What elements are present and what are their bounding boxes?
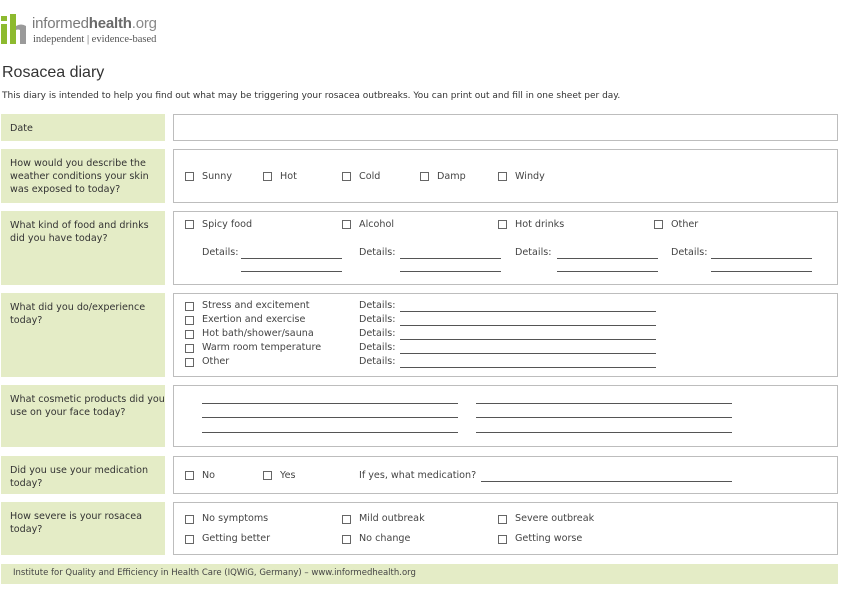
food-details-label: Details: — [515, 247, 552, 258]
food-details-line[interactable] — [241, 271, 342, 272]
footer-bar — [1, 564, 838, 584]
food-details-line[interactable] — [557, 271, 658, 272]
medication-option-label: No — [202, 470, 216, 481]
food-details-label: Details: — [359, 247, 396, 258]
activity-details-line[interactable] — [400, 367, 656, 368]
weather-damp-checkbox[interactable] — [420, 172, 429, 181]
activity-details-line[interactable] — [400, 311, 656, 312]
activity-details-line[interactable] — [400, 353, 656, 354]
food-answer-box — [173, 211, 838, 285]
weather-answer-box — [173, 149, 838, 203]
medication-answer-box — [173, 456, 838, 494]
activity-hot-bath-checkbox[interactable] — [185, 330, 194, 339]
logo-brand-bold: health — [88, 15, 132, 32]
activity-option-label: Warm room temperature — [202, 342, 322, 353]
activity-warm-room-checkbox[interactable] — [185, 344, 194, 353]
severity-no-symptoms-checkbox[interactable] — [185, 515, 194, 524]
weather-option-label: Damp — [437, 171, 466, 182]
severity-getting-worse-checkbox[interactable] — [498, 535, 507, 544]
weather-option-label: Sunny — [202, 171, 233, 182]
severity-option-label: Mild outbreak — [359, 513, 425, 524]
severity-answer-box — [173, 502, 838, 555]
severity-severe-checkbox[interactable] — [498, 515, 507, 524]
activity-details-label: Details: — [359, 300, 396, 311]
weather-option-label: Cold — [359, 171, 381, 182]
weather-option-label: Hot — [280, 171, 297, 182]
activity-option-label: Hot bath/shower/sauna — [202, 328, 314, 339]
cosmetics-entry-line[interactable] — [202, 417, 458, 418]
food-alcohol-checkbox[interactable] — [342, 220, 351, 229]
page-intro: This diary is intended to help you find out what may be triggering your rosacea outbreaks. You can print out and fill in one sheet per day. — [2, 91, 621, 101]
activity-option-label: Other — [202, 356, 230, 367]
activity-question: What did you do/experience today? — [1, 293, 165, 377]
activity-answer-box — [173, 293, 838, 377]
medication-if-yes-label: If yes, what medication? — [359, 470, 477, 481]
severity-option-label: Getting better — [202, 533, 271, 544]
activity-other-checkbox[interactable] — [185, 358, 194, 367]
informedhealth-logo-icon — [1, 14, 29, 44]
weather-sunny-checkbox[interactable] — [185, 172, 194, 181]
severity-no-change-checkbox[interactable] — [342, 535, 351, 544]
severity-question: How severe is your rosacea today? — [1, 502, 165, 555]
cosmetics-entry-line[interactable] — [476, 417, 732, 418]
weather-option-label: Windy — [515, 171, 545, 182]
food-details-line[interactable] — [557, 258, 658, 259]
food-details-label: Details: — [671, 247, 708, 258]
medication-question: Did you use your medication today? — [1, 456, 165, 494]
activity-details-line[interactable] — [400, 325, 656, 326]
severity-option-label: No symptoms — [202, 513, 269, 524]
footer-text: Institute for Quality and Efficiency in Health Care (IQWiG, Germany) – www.informedhealth.org — [13, 568, 416, 578]
date-question: Date — [1, 114, 165, 141]
activity-details-label: Details: — [359, 314, 396, 325]
food-option-label: Alcohol — [359, 219, 394, 230]
cosmetics-question: What cosmetic products did you use on your face today? — [1, 385, 165, 447]
medication-no-checkbox[interactable] — [185, 471, 194, 480]
medication-option-label: Yes — [280, 470, 296, 481]
food-option-label: Hot drinks — [515, 219, 565, 230]
activity-exertion-checkbox[interactable] — [185, 316, 194, 325]
food-spicy-checkbox[interactable] — [185, 220, 194, 229]
activity-option-label: Exertion and exercise — [202, 314, 306, 325]
food-option-label: Other — [671, 219, 699, 230]
food-hot-drinks-checkbox[interactable] — [498, 220, 507, 229]
logo-brand-tld: .org — [131, 15, 157, 32]
cosmetics-entry-line[interactable] — [476, 432, 732, 433]
food-question: What kind of food and drinks did you have today? — [1, 211, 165, 285]
food-details-label: Details: — [202, 247, 239, 258]
food-details-line[interactable] — [711, 258, 812, 259]
food-details-line[interactable] — [400, 271, 501, 272]
severity-getting-better-checkbox[interactable] — [185, 535, 194, 544]
page-title: Rosacea diary — [2, 64, 105, 81]
weather-hot-checkbox[interactable] — [263, 172, 272, 181]
severity-option-label: No change — [359, 533, 411, 544]
severity-option-label: Severe outbreak — [515, 513, 595, 524]
medication-yes-checkbox[interactable] — [263, 471, 272, 480]
date-field[interactable] — [173, 114, 838, 141]
cosmetics-entry-line[interactable] — [202, 432, 458, 433]
cosmetics-entry-line[interactable] — [476, 403, 732, 404]
cosmetics-answer-box — [173, 385, 838, 447]
cosmetics-entry-line[interactable] — [202, 403, 458, 404]
activity-details-label: Details: — [359, 328, 396, 339]
food-details-line[interactable] — [241, 258, 342, 259]
weather-cold-checkbox[interactable] — [342, 172, 351, 181]
logo-tagline: independent | evidence-based — [33, 34, 157, 45]
food-other-checkbox[interactable] — [654, 220, 663, 229]
medication-name-line[interactable] — [481, 481, 732, 482]
activity-details-label: Details: — [359, 342, 396, 353]
logo-wordmark — [32, 15, 157, 32]
activity-stress-checkbox[interactable] — [185, 302, 194, 311]
food-details-line[interactable] — [400, 258, 501, 259]
weather-windy-checkbox[interactable] — [498, 172, 507, 181]
activity-details-line[interactable] — [400, 339, 656, 340]
weather-question: How would you describe the weather conditions your skin was exposed to today? — [1, 149, 165, 203]
food-option-label: Spicy food — [202, 219, 253, 230]
activity-option-label: Stress and excitement — [202, 300, 310, 311]
activity-details-label: Details: — [359, 356, 396, 367]
logo-brand-light: informed — [32, 15, 89, 32]
severity-mild-checkbox[interactable] — [342, 515, 351, 524]
food-details-line[interactable] — [711, 271, 812, 272]
severity-option-label: Getting worse — [515, 533, 583, 544]
